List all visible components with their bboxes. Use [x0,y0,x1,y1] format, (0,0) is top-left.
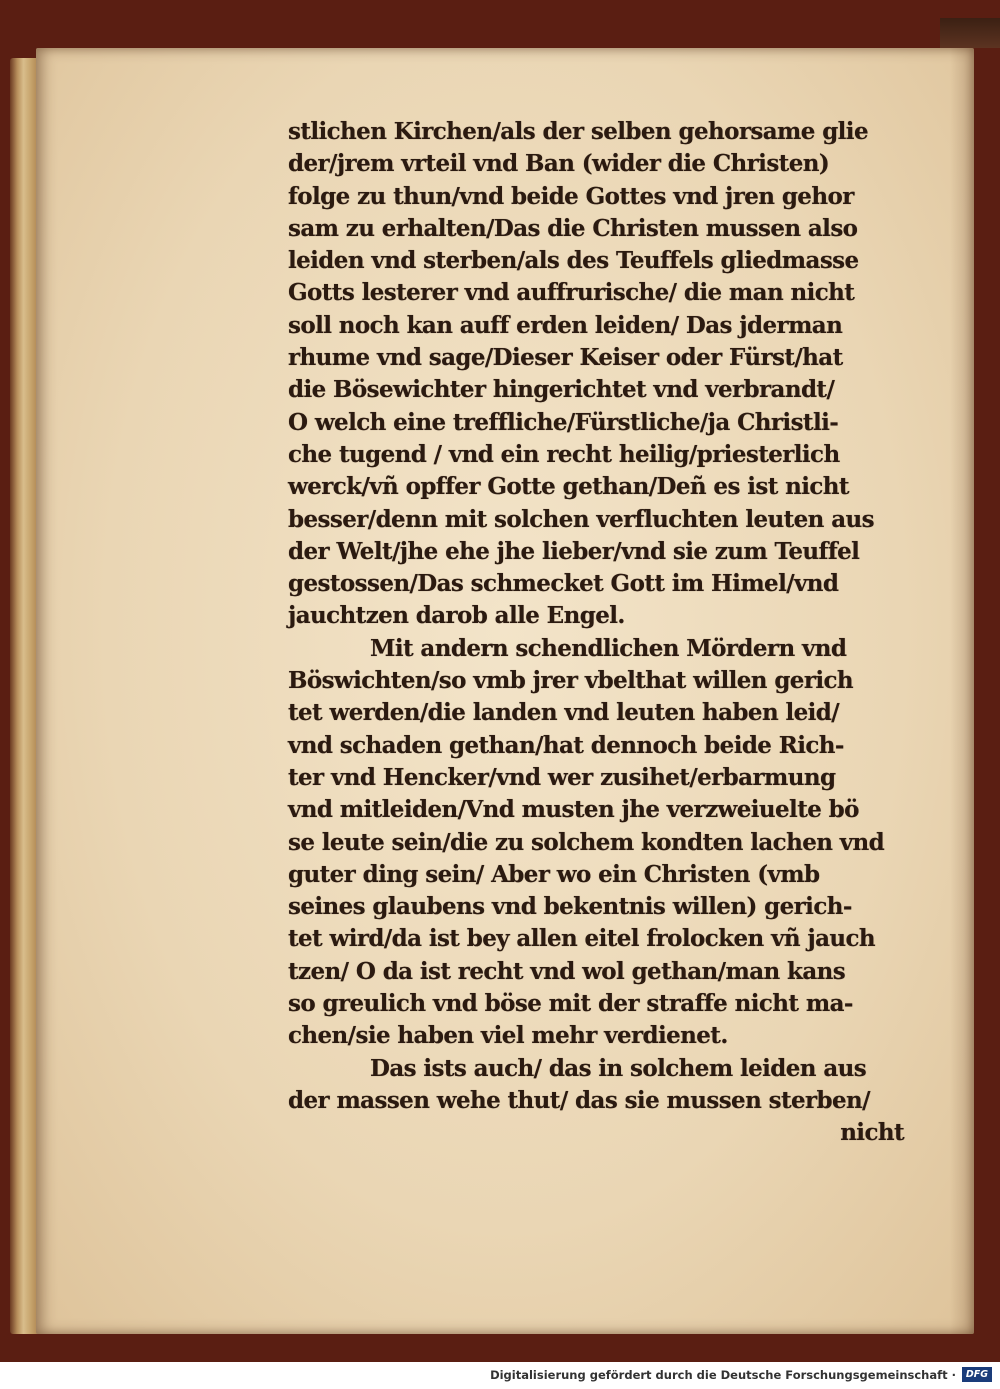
text-line: ter vnd Hencker/vnd wer zusihet/erbarmung [288,763,836,791]
text-line: jauchtzen darob alle Engel. [288,602,625,630]
funding-notice: Digitalisierung gefördert durch die Deutsche Forschungsgemeinschaft · [490,1368,956,1382]
text-line: leiden vnd sterben/als des Teuffels gliedmasse [288,247,859,275]
text-line: tet werden/die landen vnd leuten haben leid/ [288,699,840,727]
text-line: sam zu erhalten/Das die Christen mussen also [288,214,858,242]
text-line: tzen/ O da ist recht vnd wol gethan/man kans [288,957,846,985]
text-line: vnd mitleiden/Vnd musten jhe verzweiuelte bö [288,796,859,824]
text-line: chen/sie haben viel mehr verdienet. [288,1022,728,1050]
paragraph-start-line: Mit andern schendlichen Mördern vnd [370,634,847,662]
paragraph-start-line: Das ists auch/ das in solchem leiden aus [370,1054,867,1082]
page-text [288,116,928,1150]
text-line: se leute sein/die zu solchem kondten lachen vnd [288,828,885,856]
text-line: O welch eine treffliche/Fürstliche/ja Christli- [288,408,839,436]
text-line: gestossen/Das schmecket Gott im Himel/vnd [288,570,839,598]
text-line: folge zu thun/vnd beide Gottes vnd jren gehor [288,182,854,210]
text-line: vnd schaden gethan/hat dennoch beide Rich- [288,731,844,759]
catchword: nicht [840,1119,904,1147]
text-line: Böswichten/so vmb jrer vbelthat willen gerich [288,667,854,695]
text-line: stlichen Kirchen/als der selben gehorsame glie [288,118,868,145]
text-line: tet wird/da ist bey allen eitel frolocken vñ jauch [288,925,876,953]
text-line: seines glaubens vnd bekentnis willen) gerich- [288,893,852,921]
text-line: der Welt/jhe ehe jhe lieber/vnd sie zum Teuffel [288,537,860,565]
page-shadow [950,48,974,1334]
text-line: der massen wehe thut/ das sie mussen sterben/ [288,1086,870,1114]
text-line: die Bösewichter hingerichtet vnd verbrandt/ [288,376,835,404]
text-line: Gotts lesterer vnd auffrurische/ die man nicht [288,279,855,307]
dfg-logo: DFG [962,1367,992,1382]
text-line: guter ding sein/ Aber wo ein Christen (vmb [288,860,820,888]
text-line: che tugend / vnd ein recht heilig/priesterlich [288,440,840,468]
text-line: besser/denn mit solchen verfluchten leuten aus [288,505,874,533]
text-line: der/jrem vrteil vnd Ban (wider die Christen) [288,150,830,178]
footer-bar [0,1362,1000,1389]
text-line: soll noch kan auff erden leiden/ Das jderman [288,311,843,339]
text-line: rhume vnd sage/Dieser Keiser oder Fürst/hat [288,344,843,372]
text-line: werck/vñ opffer Gotte gethan/Deñ es ist nicht [288,473,849,501]
text-line: so greulich vnd böse mit der straffe nicht ma- [288,990,853,1018]
book-cover-corner [940,18,1000,48]
